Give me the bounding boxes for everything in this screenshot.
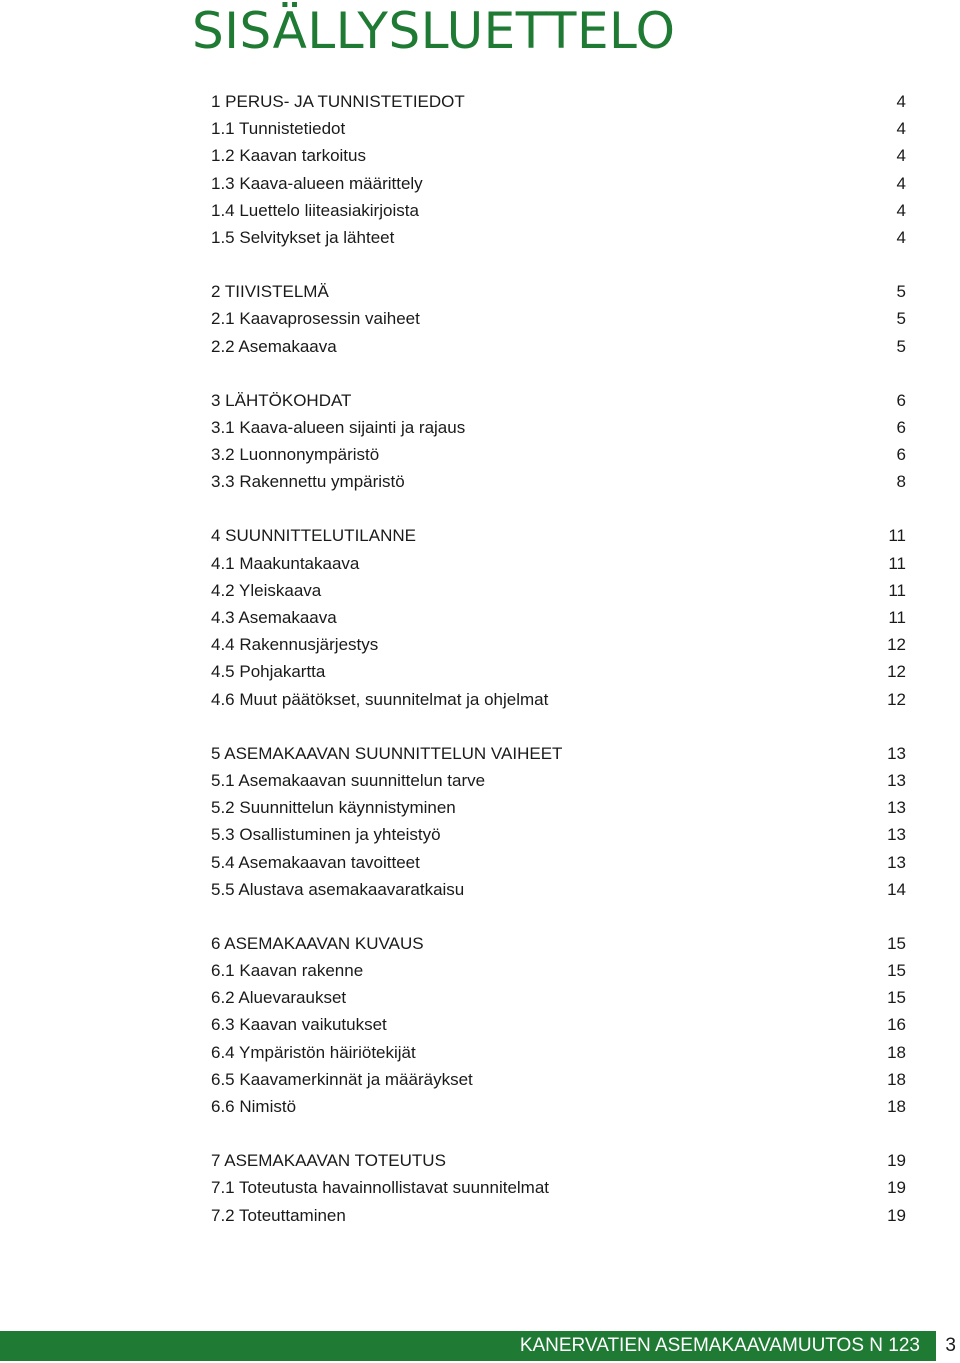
toc-subsection-entry[interactable] — [211, 794, 906, 821]
toc-section — [211, 387, 906, 496]
toc-entry-label: 4 SUUNNITTELUTILANNE — [211, 526, 416, 546]
toc-entry-label: 3.2 Luonnonympäristö — [211, 445, 380, 465]
toc-subsection-entry[interactable] — [211, 604, 906, 631]
toc-entry-label: 4.4 Rakennusjärjestys — [211, 635, 379, 655]
toc-entry-label: 4.2 Yleiskaava — [211, 580, 322, 600]
toc-section — [211, 930, 906, 1120]
toc-entry-page: 13 — [887, 743, 906, 763]
toc-entry-page: 6 — [896, 390, 906, 410]
toc-subsection-entry[interactable] — [211, 1202, 906, 1229]
toc-entry-page: 4 — [896, 92, 906, 111]
toc-subsection-entry[interactable] — [211, 142, 906, 169]
toc-chapter-entry[interactable] — [211, 740, 906, 767]
page-title: SISÄLLYSLUETTELO — [192, 2, 676, 60]
toc-entry-page: 5 — [896, 309, 906, 329]
toc-entry-label: 6 ASEMAKAAVAN KUVAUS — [211, 933, 424, 953]
toc-entry-label: 1.2 Kaavan tarkoitus — [211, 146, 366, 166]
toc-entry-label: 4.6 Muut päätökset, suunnitelmat ja ohjelmat — [211, 689, 549, 709]
toc-entry-page: 12 — [887, 662, 906, 682]
toc-subsection-entry[interactable] — [211, 821, 906, 848]
toc-entry-page: 11 — [888, 526, 906, 546]
toc-entry-page: 19 — [887, 1205, 906, 1225]
toc-entry-label: 7.2 Toteuttaminen — [211, 1205, 346, 1225]
toc-subsection-entry[interactable] — [211, 658, 906, 685]
toc-subsection-entry[interactable] — [211, 957, 906, 984]
toc-entry-page: 4 — [896, 227, 906, 247]
toc-entry-page: 18 — [887, 1097, 906, 1116]
toc-entry-label: 6.3 Kaavan vaikutukset — [211, 1015, 387, 1035]
toc-subsection-entry[interactable] — [211, 305, 906, 332]
toc-entry-page: 15 — [887, 988, 906, 1008]
toc-entry-page: 11 — [888, 608, 906, 627]
toc-subsection-entry[interactable] — [211, 577, 906, 604]
toc-subsection-entry[interactable] — [211, 849, 906, 876]
toc-entry-page: 8 — [896, 472, 906, 492]
toc-subsection-entry[interactable] — [211, 631, 906, 658]
toc-subsection-entry[interactable] — [211, 1039, 906, 1066]
toc-entry-label: 3.3 Rakennettu ympäristö — [211, 472, 405, 492]
table-of-contents — [211, 88, 906, 1256]
toc-entry-page: 13 — [887, 825, 906, 845]
toc-subsection-entry[interactable] — [211, 1066, 906, 1093]
toc-entry-page: 4 — [896, 119, 906, 139]
toc-entry-page: 5 — [896, 336, 906, 356]
footer-bar — [0, 1331, 936, 1361]
toc-subsection-entry[interactable] — [211, 1093, 906, 1120]
toc-section — [211, 88, 906, 251]
toc-entry-label: 1.5 Selvitykset ja lähteet — [211, 227, 395, 247]
toc-entry-page: 18 — [887, 1069, 906, 1089]
toc-entry-page: 15 — [887, 961, 906, 981]
toc-entry-label: 1 PERUS- JA TUNNISTETIEDOT — [211, 92, 465, 111]
toc-subsection-entry[interactable] — [211, 1011, 906, 1038]
toc-entry-label: 4.1 Maakuntakaava — [211, 553, 360, 573]
toc-entry-page: 14 — [887, 879, 906, 899]
toc-entry-label: 1.1 Tunnistetiedot — [211, 119, 346, 139]
toc-entry-label: 6.1 Kaavan rakenne — [211, 961, 364, 981]
toc-entry-page: 18 — [887, 1042, 906, 1062]
toc-entry-page: 12 — [887, 689, 906, 709]
page-number: 3 — [945, 1335, 956, 1356]
toc-subsection-entry[interactable] — [211, 686, 906, 713]
toc-chapter-entry[interactable] — [211, 1147, 906, 1174]
toc-subsection-entry[interactable] — [211, 984, 906, 1011]
toc-section — [211, 522, 906, 712]
toc-entry-label: 6.6 Nimistö — [211, 1097, 297, 1116]
toc-entry-page: 13 — [887, 852, 906, 872]
toc-entry-label: 4.3 Asemakaava — [211, 608, 337, 627]
toc-entry-page: 13 — [887, 770, 906, 790]
toc-subsection-entry[interactable] — [211, 468, 906, 495]
toc-subsection-entry[interactable] — [211, 414, 906, 441]
toc-entry-label: 5.2 Suunnittelun käynnistyminen — [211, 798, 456, 818]
toc-subsection-entry[interactable] — [211, 767, 906, 794]
toc-entry-label: 5.4 Asemakaavan tavoitteet — [211, 852, 420, 872]
toc-entry-label: 1.4 Luettelo liiteasiakirjoista — [211, 200, 419, 220]
toc-entry-label: 5.3 Osallistuminen ja yhteistyö — [211, 825, 441, 845]
toc-chapter-entry[interactable] — [211, 930, 906, 957]
toc-entry-label: 5 ASEMAKAAVAN SUUNNITTELUN VAIHEET — [211, 743, 563, 763]
toc-entry-label: 5.1 Asemakaavan suunnittelun tarve — [211, 770, 486, 790]
toc-entry-page: 5 — [896, 282, 906, 302]
toc-entry-label: 7.1 Toteutusta havainnollistavat suunnitelmat — [211, 1178, 550, 1198]
toc-section — [211, 740, 906, 903]
toc-subsection-entry[interactable] — [211, 170, 906, 197]
toc-entry-page: 6 — [896, 417, 906, 437]
toc-subsection-entry[interactable] — [211, 115, 906, 142]
toc-subsection-entry[interactable] — [211, 1174, 906, 1201]
toc-entry-page: 11 — [888, 553, 906, 573]
footer-title: KANERVATIEN ASEMAKAAVAMUUTOS N 123 — [519, 1335, 920, 1356]
toc-section — [211, 1147, 906, 1229]
toc-entry-page: 12 — [887, 635, 906, 655]
toc-chapter-entry[interactable] — [211, 522, 906, 549]
toc-entry-label: 1.3 Kaava-alueen määrittely — [211, 173, 423, 193]
toc-entry-page: 4 — [896, 173, 906, 193]
toc-entry-page: 15 — [887, 933, 906, 953]
toc-subsection-entry[interactable] — [211, 876, 906, 903]
toc-entry-page: 4 — [896, 200, 906, 220]
toc-subsection-entry[interactable] — [211, 550, 906, 577]
toc-entry-label: 6.5 Kaavamerkinnät ja määräykset — [211, 1069, 473, 1089]
toc-entry-label: 2 TIIVISTELMÄ — [211, 282, 329, 302]
toc-entry-label: 5.5 Alustava asemakaavaratkaisu — [211, 879, 465, 899]
toc-entry-page: 4 — [896, 146, 906, 166]
toc-entry-label: 2.1 Kaavaprosessin vaiheet — [211, 309, 420, 329]
toc-entry-page: 19 — [887, 1178, 906, 1198]
toc-subsection-entry[interactable] — [211, 441, 906, 468]
toc-subsection-entry[interactable] — [211, 224, 906, 251]
toc-subsection-entry[interactable] — [211, 197, 906, 224]
toc-chapter-entry[interactable] — [211, 88, 906, 115]
toc-entry-label: 7 ASEMAKAAVAN TOTEUTUS — [211, 1151, 446, 1171]
toc-chapter-entry[interactable] — [211, 278, 906, 305]
toc-chapter-entry[interactable] — [211, 387, 906, 414]
toc-entry-page: 19 — [887, 1151, 906, 1171]
toc-entry-page: 13 — [887, 798, 906, 818]
toc-entry-label: 4.5 Pohjakartta — [211, 662, 326, 682]
toc-entry-label: 3 LÄHTÖKOHDAT — [211, 390, 352, 410]
toc-section — [211, 278, 906, 360]
toc-entry-label: 3.1 Kaava-alueen sijainti ja rajaus — [211, 417, 466, 437]
toc-entry-label: 2.2 Asemakaava — [211, 336, 337, 356]
toc-entry-label: 6.2 Aluevaraukset — [211, 988, 347, 1008]
toc-entry-page: 11 — [888, 580, 906, 600]
toc-entry-page: 6 — [896, 445, 906, 465]
toc-subsection-entry[interactable] — [211, 333, 906, 360]
toc-entry-label: 6.4 Ympäristön häiriötekijät — [211, 1042, 416, 1062]
toc-entry-page: 16 — [887, 1015, 906, 1035]
